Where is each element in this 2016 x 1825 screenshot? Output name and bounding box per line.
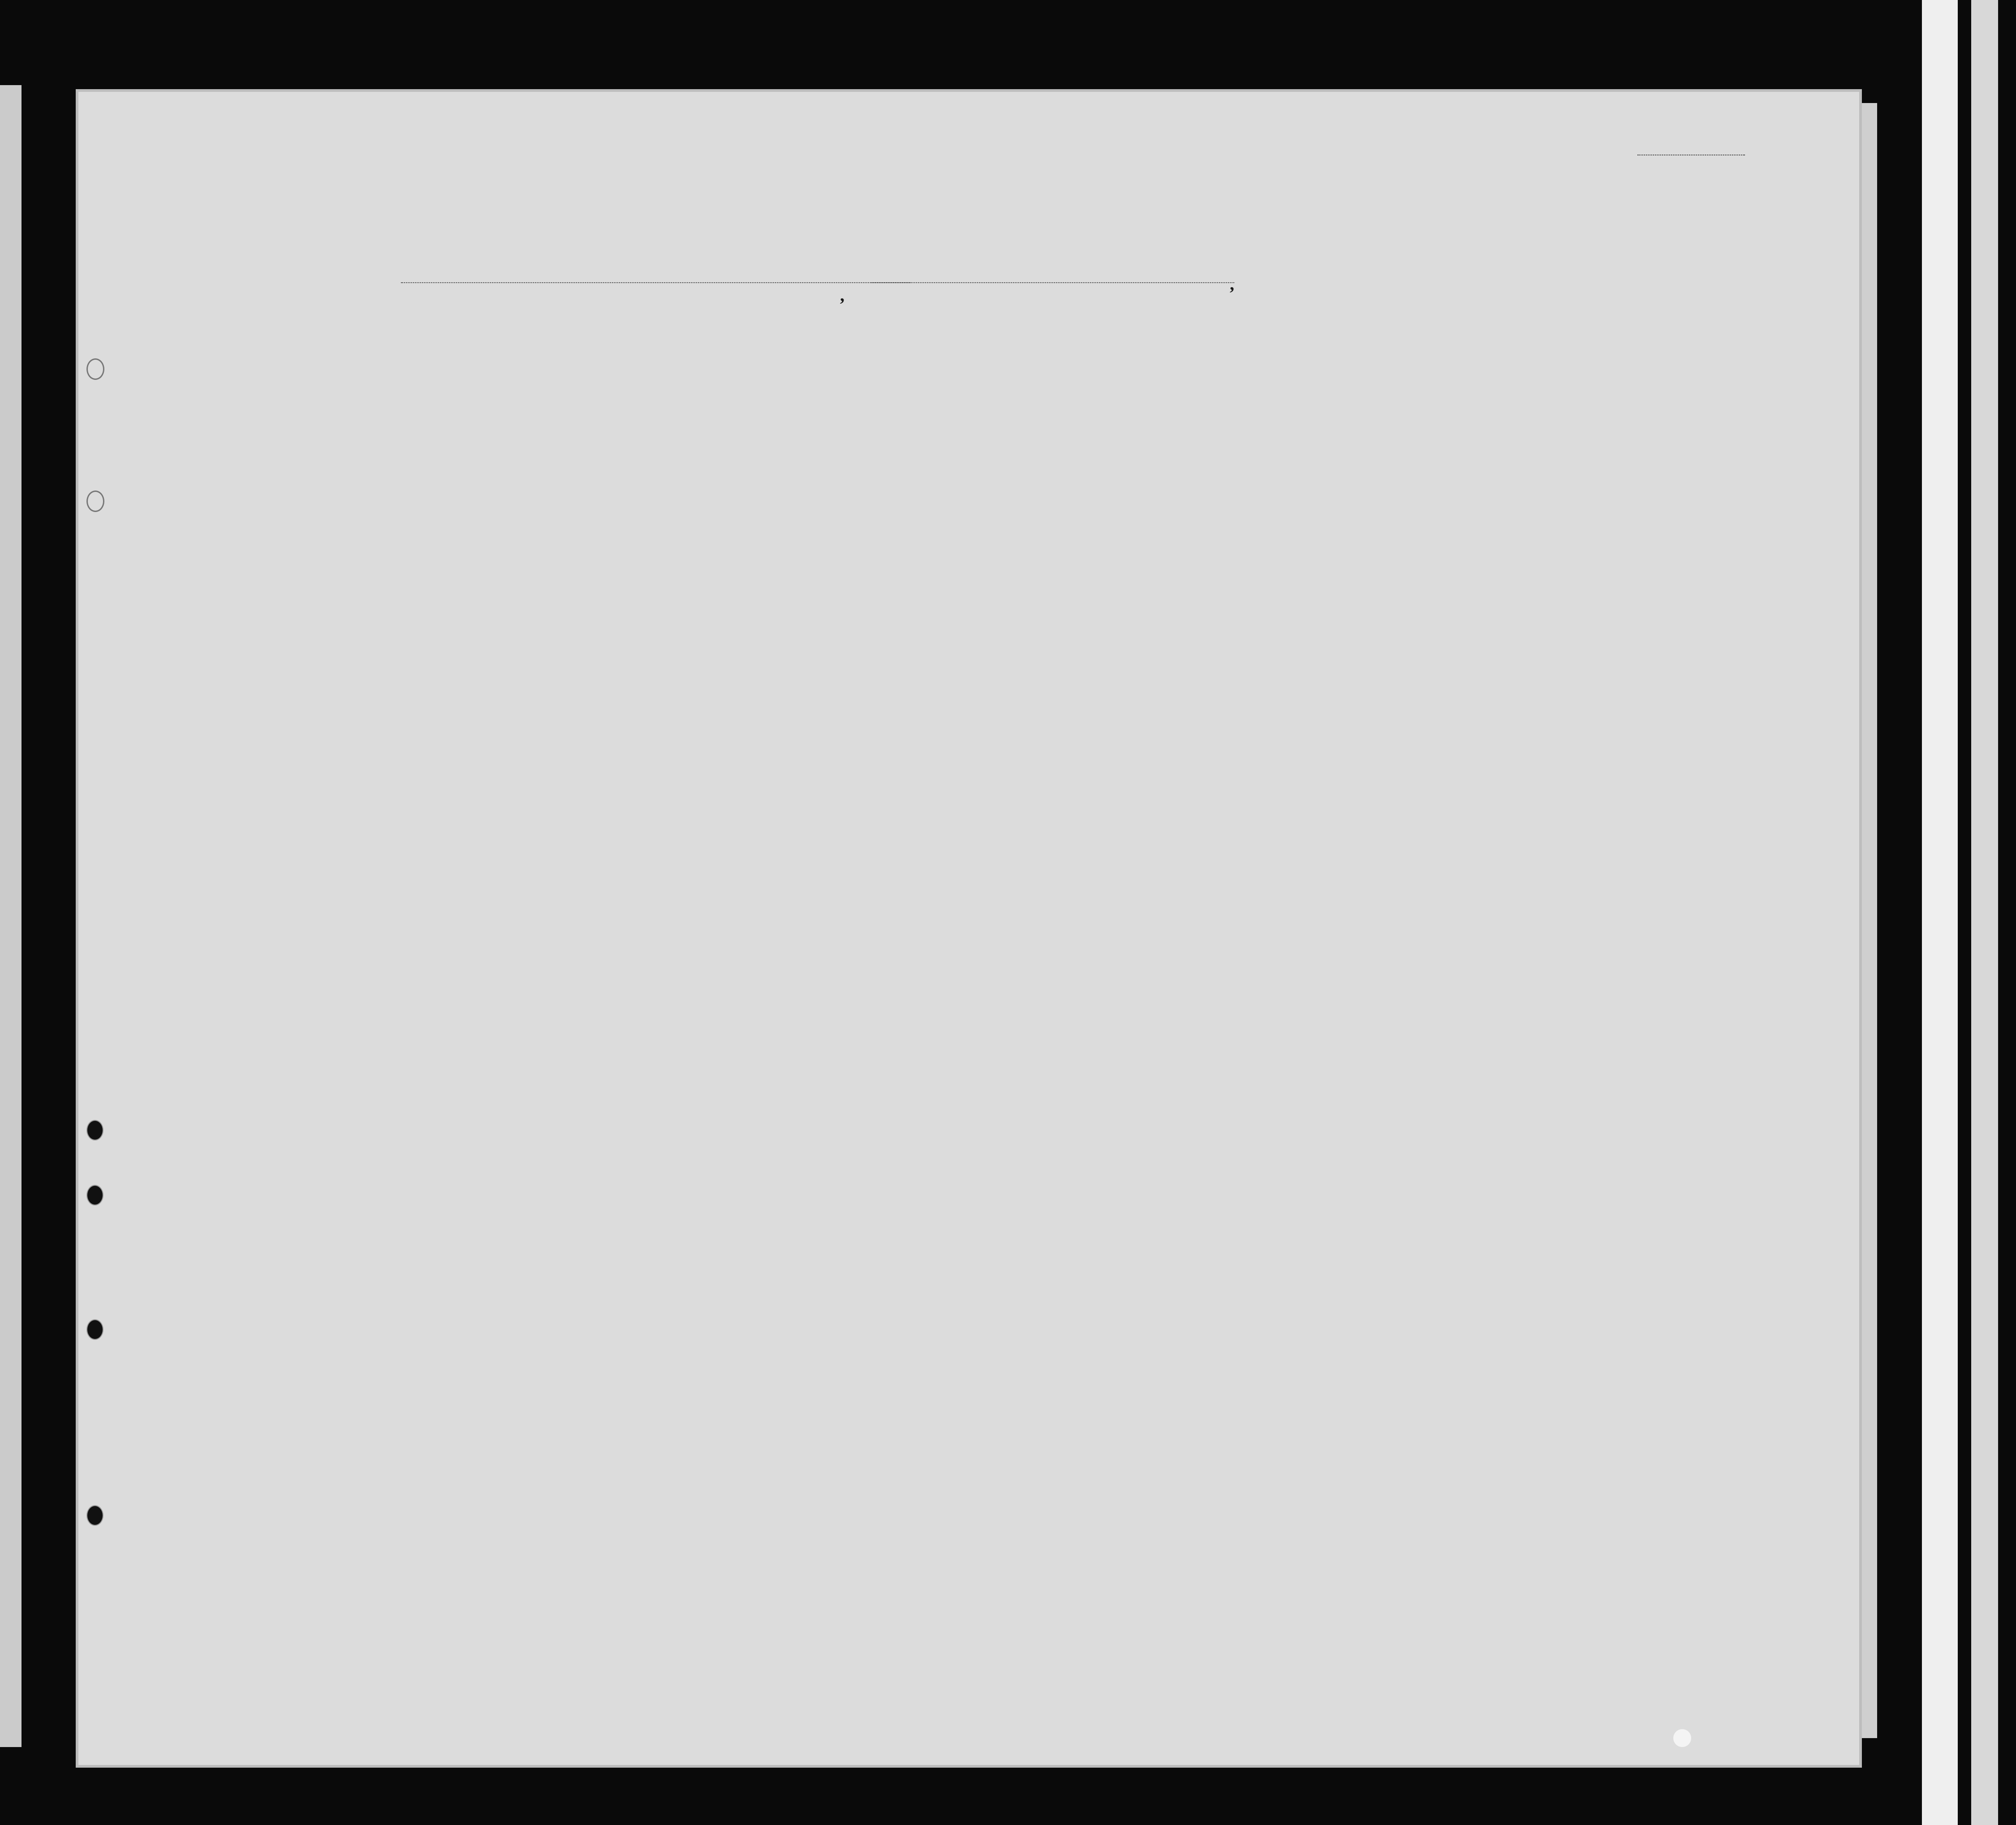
manifest-sheet (78, 92, 1859, 1765)
punch-hole (86, 1185, 103, 1205)
adjacent-page-strip (0, 85, 22, 1747)
punch-hole (86, 1120, 103, 1141)
manifest-table (78, 92, 1859, 1765)
film-edge (1922, 0, 1958, 1825)
punch-hole (86, 358, 104, 380)
comma: , (1230, 274, 1234, 294)
punch-hole (86, 491, 104, 512)
punch-hole (86, 1505, 103, 1526)
comma: , (840, 285, 844, 305)
film-edge (1971, 0, 1998, 1825)
film-mark (1673, 1729, 1691, 1747)
punch-hole (86, 1319, 103, 1340)
